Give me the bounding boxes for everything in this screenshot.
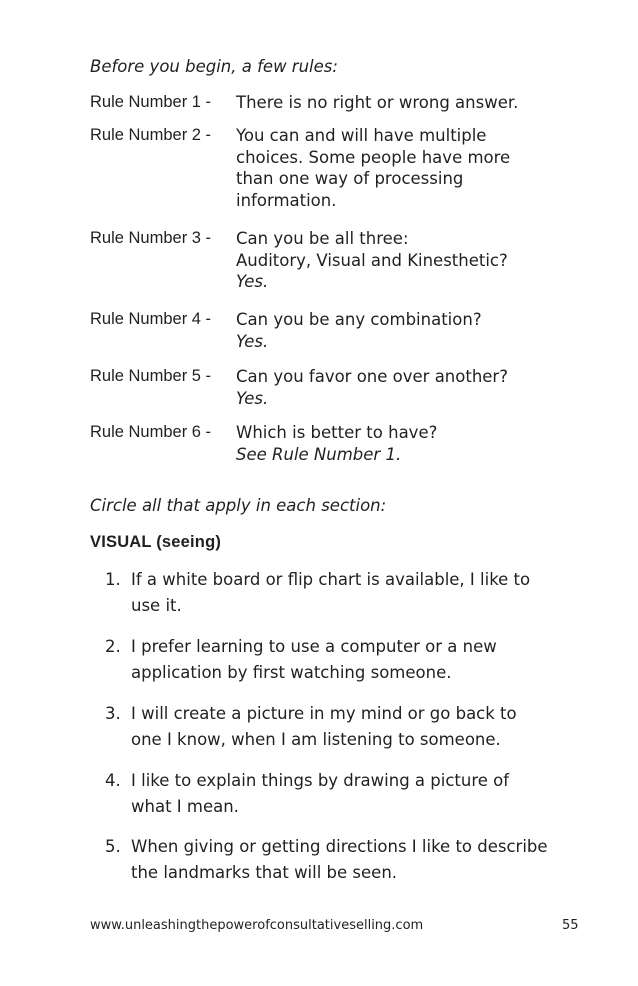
rule-line: Yes. [236,272,269,291]
item-line: When giving or getting directions I like to describe [131,837,548,856]
rule-label: Rule Number 3 - [90,229,212,247]
item-text [131,567,571,619]
item-number: 4. [105,771,121,790]
section-title: VISUAL (seeing) [90,533,222,551]
rule-label: Rule Number 1 - [90,93,212,111]
rule-label: Rule Number 4 - [90,310,212,328]
footer-url: www.unleashingthepowerofconsultativeselling.com [90,918,424,933]
item-text [131,701,571,753]
rule-line: than one way of processing [236,169,464,188]
item-line: one I know, when I am listening to someone. [131,730,501,749]
intro-text: Before you begin, a few rules: [90,57,338,76]
item-text [131,834,571,886]
item-number: 2. [105,637,121,656]
item-line: use it. [131,596,182,615]
instruction-text: Circle all that apply in each section: [90,496,387,515]
rule-line: choices. Some people have more [236,147,511,167]
rule-body [236,366,536,409]
item-line: I like to explain things by drawing a picture of [131,771,510,790]
rule-body [236,92,536,114]
item-line: I will create a picture in my mind or go back to [131,704,517,723]
rule-line: Yes. [236,331,269,351]
rule-label: Rule Number 6 - [90,423,212,441]
rule-label: Rule Number 5 - [90,367,212,385]
rule-line: information. [236,190,337,210]
item-number: 3. [105,704,121,723]
item-text [131,768,571,820]
rule-line: Can you favor one over another? [236,367,508,386]
rule-body [236,228,536,293]
item-line: what I mean. [131,797,239,816]
item-line: the landmarks that will be seen. [131,863,398,882]
rule-line: You can and will have multiple [236,126,487,145]
item-number: 1. [105,570,121,589]
item-text [131,634,571,686]
item-line: application by first watching someone. [131,663,452,682]
item-line: If a white board or flip chart is available, I like to [131,570,531,589]
page-number: 55 [562,918,579,933]
rule-line: There is no right or wrong answer. [236,93,519,112]
rule-line: Can you be all three: [236,229,409,248]
item-line: I prefer learning to use a computer or a new [131,637,497,656]
rule-line: Yes. [236,388,269,408]
rule-line: Auditory, Visual and Kinesthetic? [236,250,508,270]
rule-label: Rule Number 2 - [90,126,212,144]
rule-line: Can you be any combination? [236,310,482,329]
rule-line: See Rule Number 1. [236,444,402,464]
item-number: 5. [105,837,121,856]
rule-body [236,125,536,211]
rule-line: Which is better to have? [236,423,438,442]
rule-body [236,309,536,352]
rule-body [236,422,536,465]
